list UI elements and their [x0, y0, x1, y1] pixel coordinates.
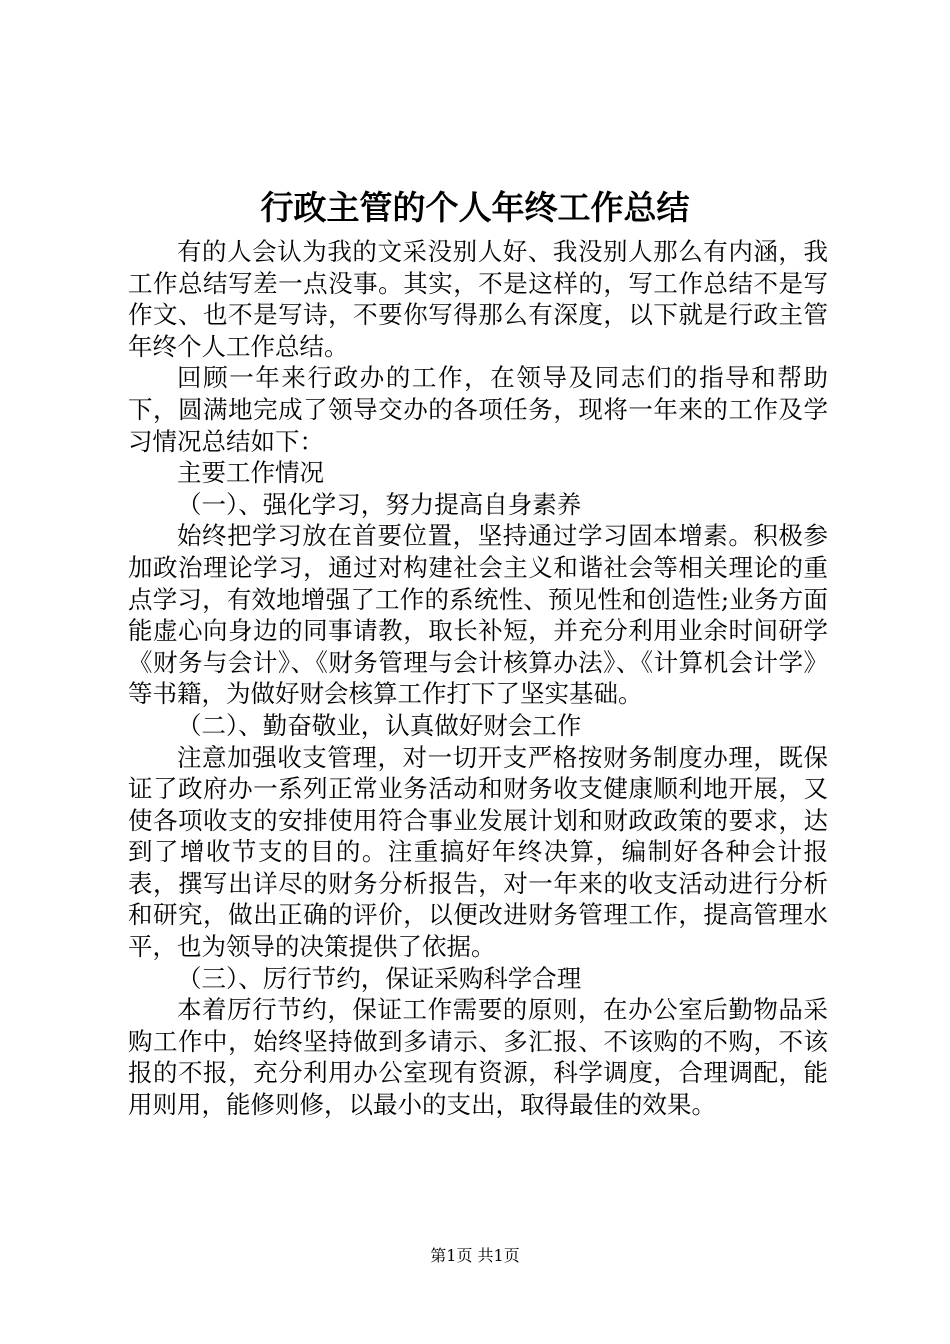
page-footer: 第1页 共1页 [430, 1246, 520, 1265]
intro-paragraph: 有的人会认为我的文采没别人好、我没别人那么有内涵，我工作总结写差一点没事。其实，不是这样的，写工作总结不是写作文、也不是写诗，不要你写得那么有深度，以下就是行政主管年终个人工作总结。 [128, 237, 828, 361]
section-2-paragraph: 注意加强收支管理，对一切开支严格按财务制度办理，既保证了政府办一系列正常业务活动和财务收支健康顺利地开展，又使各项收支的安排使用符合事业发展计划和财政政策的要求，达到了增收节支的目的。注重搞好年终决算，编制好各种会计报表，撰写出详尽的财务分析报告，对一年来的收支活动进行分析和研究，做出正确的评价，以便改进财务管理工作，提高管理水平，也为领导的决策提供了依据。 [128, 742, 828, 962]
review-paragraph: 回顾一年来行政办的工作，在领导及同志们的指导和帮助下，圆满地完成了领导交办的各项任务，现将一年来的工作及学习情况总结如下： [128, 363, 828, 456]
subheading-1: （一）、强化学习，努力提高自身素养 [177, 489, 582, 519]
section-3-paragraph: 本着厉行节约，保证工作需要的原则，在办公室后勤物品采购工作中，始终坚持做到多请示、多汇报、不该购的不购，不该报的不报，充分利用办公室现有资源，科学调度，合理调配，能用则用，能修则修，以最小的支出，取得最佳的效果。 [128, 995, 828, 1120]
document-title: 行政主管的个人年终工作总结 [260, 188, 690, 227]
section-heading-main-work: 主要工作情况 [177, 458, 324, 488]
subheading-3: （三）、厉行节约，保证采购科学合理 [177, 963, 582, 993]
subheading-2: （二）、勤奋敬业，认真做好财会工作 [177, 710, 582, 740]
document-body [128, 236, 828, 1121]
section-1-paragraph: 始终把学习放在首要位置，坚持通过学习固本增素。积极参加政治理论学习，通过对构建社会主义和谐社会等相关理论的重点学习，有效地增强了工作的系统性、预见性和创造性;业务方面能虚心向身边的同事请教，取长补短，并充分利用业余时间研学《财务与会计》、《财务管理与会计核算办法》、《计算机会计学》等书籍，为做好财会核算工作打下了坚实基础。 [128, 521, 828, 709]
